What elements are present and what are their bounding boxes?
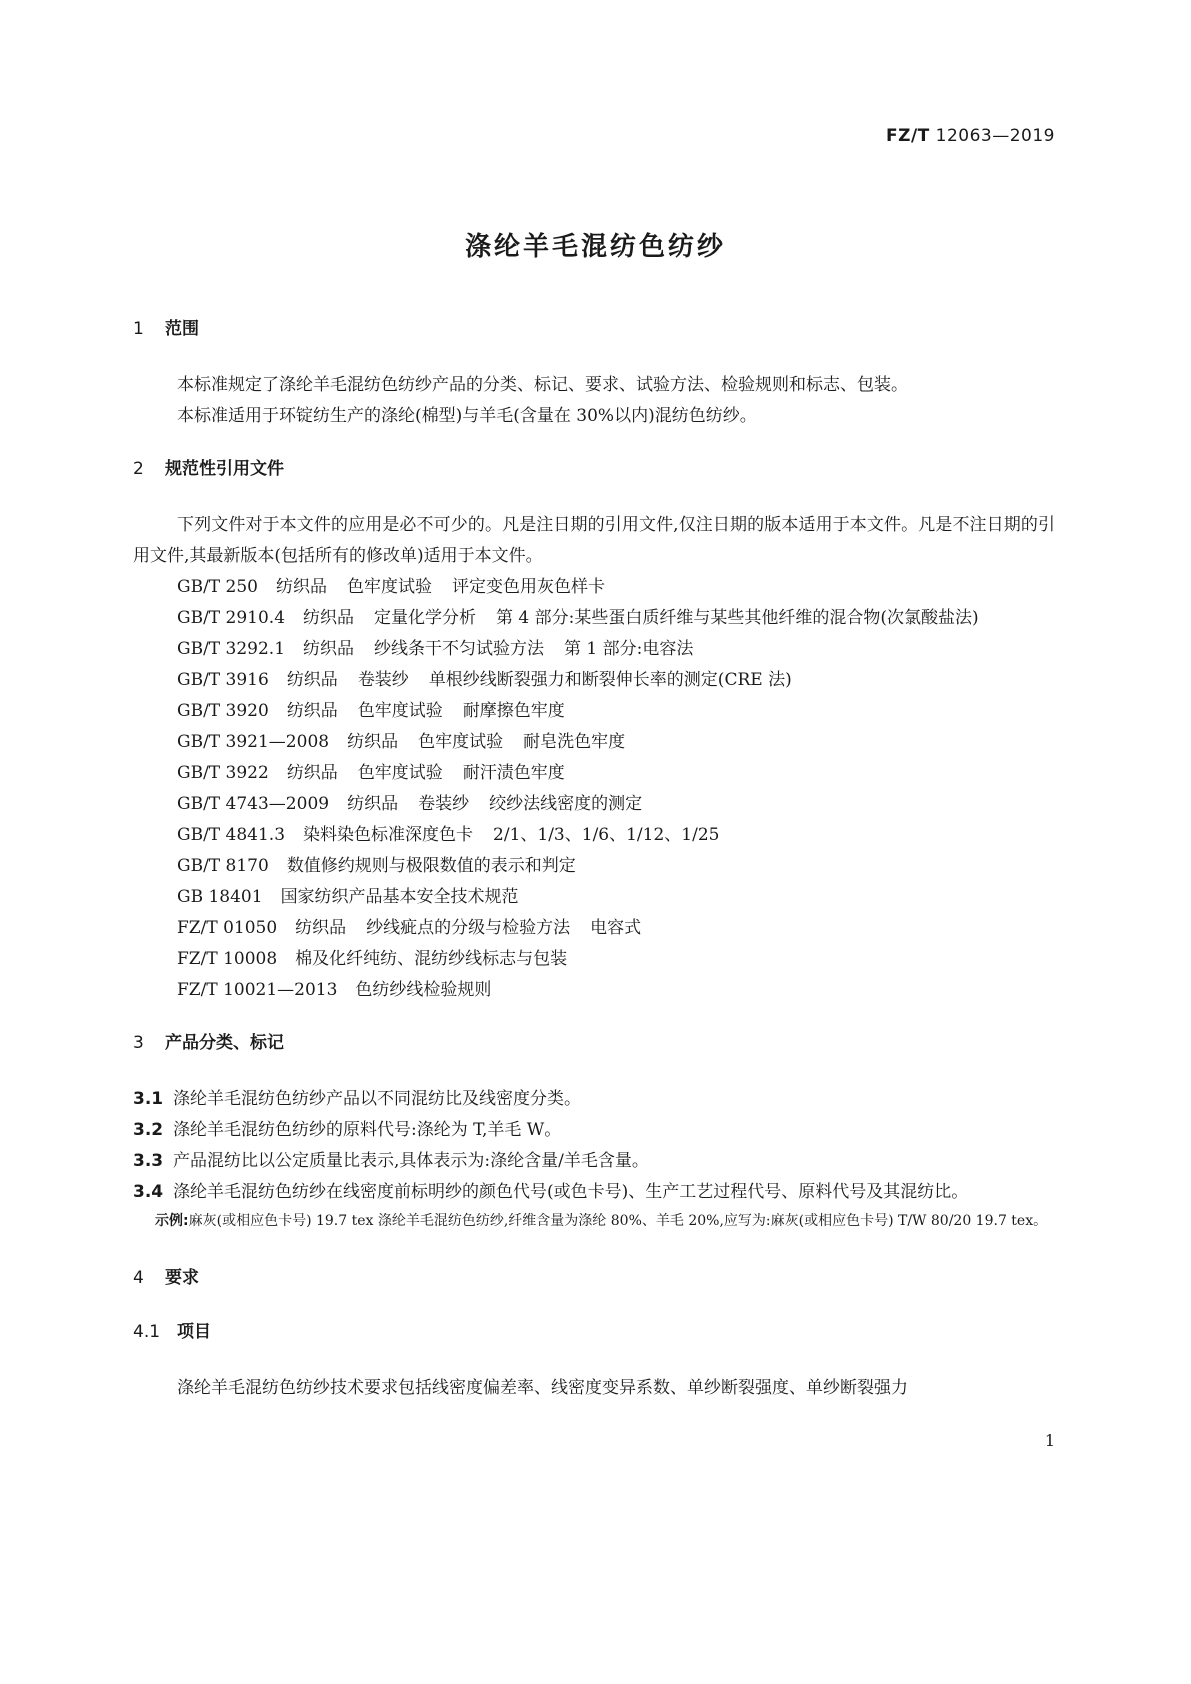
section-title: 产品分类、标记 [165, 1033, 284, 1053]
clause-number: 3.2 [133, 1120, 164, 1140]
clause [133, 1177, 1055, 1208]
reference-item [133, 789, 1055, 820]
reference-item [133, 820, 1055, 851]
references-intro: 下列文件对于本文件的应用是必不可少的。凡是注日期的引用文件,仅注日期的版本适用于本文件。凡是不注日期的引用文件,其最新版本(包括所有的修改单)适用于本文件。 [133, 515, 1055, 566]
reference-title-part: 色牢度试验 [347, 577, 432, 597]
reference-code: FZ/T 10008 [177, 949, 278, 969]
reference-title-part: 评定变色用灰色样卡 [452, 577, 605, 597]
reference-title-part: 色牢度试验 [357, 763, 443, 783]
reference-title-part: 卷装纱 [357, 670, 409, 690]
clause-number: 3.1 [133, 1089, 164, 1109]
subsection-title: 项目 [177, 1322, 211, 1342]
reference-item [133, 851, 1055, 882]
clause [133, 1146, 1055, 1177]
reference-title-part: 纱线条干不匀试验方法 [374, 639, 545, 659]
page-number: 1 [1044, 1431, 1055, 1450]
reference-item [133, 634, 1055, 665]
reference-title-part: 电容式 [590, 918, 642, 938]
clause-text: 产品混纺比以公定质量比表示,具体表示为:涤纶含量/羊毛含量。 [173, 1151, 649, 1171]
reference-title-part: 纱线疵点的分级与检验方法 [366, 918, 571, 938]
reference-title-part: 国家纺织产品基本安全技术规范 [280, 887, 519, 907]
reference-code: GB/T 250 [177, 577, 258, 597]
clause-text: 涤纶羊毛混纺色纺纱产品以不同混纺比及线密度分类。 [173, 1089, 581, 1109]
reference-title-part: 纺织品 [303, 608, 355, 628]
reference-title-part: 第 1 部分:电容法 [564, 639, 694, 659]
scope-paragraph: 本标准适用于环锭纺生产的涤纶(棉型)与羊毛(含量在 30%以内)混纺色纺纱。 [177, 406, 757, 426]
standard-code [886, 126, 1055, 146]
scope-paragraph: 本标准规定了涤纶羊毛混纺色纺纱产品的分类、标记、要求、试验方法、检验规则和标志、包装。 [177, 375, 908, 395]
document-title: 涤纶羊毛混纺色纺纱 [464, 232, 726, 262]
reference-code: GB/T 4841.3 [177, 825, 286, 845]
reference-item [133, 572, 1055, 603]
reference-code: GB/T 3922 [177, 763, 269, 783]
reference-title-part: 2/1、1/3、1/6、1/12、1/25 [493, 825, 720, 845]
example-note [133, 1208, 1055, 1235]
reference-item [133, 603, 1055, 634]
section-4-heading [133, 1265, 1055, 1291]
reference-title-part: 数值修约规则与极限数值的表示和判定 [286, 856, 576, 876]
reference-title-part: 卷装纱 [418, 794, 470, 814]
reference-title-part: 纺织品 [295, 918, 347, 938]
reference-title-part: 纺织品 [347, 794, 399, 814]
clause-number: 3.3 [133, 1151, 164, 1171]
reference-item [133, 882, 1055, 913]
reference-title-part: 第 4 部分:某些蛋白质纤维与某些其他纤维的混合物(次氯酸盐法) [496, 608, 979, 628]
clause [133, 1084, 1055, 1115]
reference-title-part: 单根纱线断裂强力和断裂伸长率的测定(CRE 法) [428, 670, 792, 690]
reference-title-part: 纺织品 [286, 763, 338, 783]
reference-list [133, 572, 1055, 1006]
reference-title-part: 纺织品 [276, 577, 327, 597]
section-number: 1 [133, 319, 144, 339]
section-1-heading [133, 316, 1055, 342]
document-body [133, 316, 1055, 1404]
reference-title-part: 绞纱法线密度的测定 [489, 794, 643, 814]
section-title: 范围 [165, 319, 199, 339]
reference-title-part: 纺织品 [286, 701, 338, 721]
section-3-heading [133, 1030, 1055, 1056]
reference-item [133, 696, 1055, 727]
clause-text: 涤纶羊毛混纺色纺纱在线密度前标明纱的颜色代号(或色卡号)、生产工艺过程代号、原料代号及其混纺比。 [173, 1182, 969, 1202]
section-2-heading [133, 456, 1055, 482]
subsection-number: 4.1 [133, 1322, 161, 1342]
reference-title-part: 耐摩擦色牢度 [462, 701, 565, 721]
reference-code: FZ/T 10021—2013 [177, 980, 338, 1000]
reference-title-part: 纺织品 [286, 670, 338, 690]
section-number: 3 [133, 1033, 144, 1053]
clause [133, 1115, 1055, 1146]
section-title: 规范性引用文件 [165, 459, 284, 479]
reference-title-part: 色纺纱线检验规则 [355, 980, 492, 1000]
reference-code: FZ/T 01050 [177, 918, 278, 938]
reference-code: GB/T 3916 [177, 670, 269, 690]
section-title: 要求 [165, 1268, 199, 1288]
reference-title-part: 纺织品 [347, 732, 399, 752]
reference-item [133, 975, 1055, 1006]
reference-title-part: 定量化学分析 [374, 608, 477, 628]
reference-title-part: 纺织品 [303, 639, 355, 659]
reference-code: GB/T 2910.4 [177, 608, 286, 628]
standard-code-prefix: FZ/T [886, 126, 930, 146]
reference-title-part: 色牢度试验 [418, 732, 504, 752]
reference-code: GB/T 3292.1 [177, 639, 286, 659]
reference-code: GB/T 3920 [177, 701, 269, 721]
reference-item [133, 758, 1055, 789]
reference-title-part: 染料染色标准深度色卡 [303, 825, 474, 845]
section-number: 4 [133, 1268, 144, 1288]
reference-code: GB/T 3921—2008 [177, 732, 330, 752]
reference-item [133, 944, 1055, 975]
reference-title-part: 色牢度试验 [357, 701, 443, 721]
example-text: 麻灰(或相应色卡号) 19.7 tex 涤纶羊毛混纺色纺纱,纤维含量为涤纶 80%、羊毛 20%,应写为:麻灰(或相应色卡号) T/W 80/20 19.7 tex。 [188, 1213, 1048, 1229]
reference-title-part: 耐皂洗色牢度 [523, 732, 626, 752]
reference-title-part: 棉及化纤纯纺、混纺纱线标志与包装 [295, 949, 568, 969]
standard-code-number: 12063—2019 [935, 126, 1055, 146]
reference-code: GB/T 8170 [177, 856, 269, 876]
reference-code: GB 18401 [177, 887, 263, 907]
reference-code: GB/T 4743—2009 [177, 794, 330, 814]
reference-item [133, 913, 1055, 944]
section-number: 2 [133, 459, 144, 479]
subsection-4-1-heading [133, 1319, 1055, 1345]
requirements-paragraph: 涤纶羊毛混纺色纺纱技术要求包括线密度偏差率、线密度变异系数、单纱断裂强度、单纱断裂强力 [177, 1378, 908, 1398]
example-label: 示例: [155, 1213, 189, 1229]
reference-title-part: 耐汗渍色牢度 [462, 763, 565, 783]
clause-text: 涤纶羊毛混纺色纺纱的原料代号:涤纶为 T,羊毛 W。 [173, 1120, 562, 1140]
reference-item [133, 665, 1055, 696]
reference-item [133, 727, 1055, 758]
clause-number: 3.4 [133, 1182, 164, 1202]
